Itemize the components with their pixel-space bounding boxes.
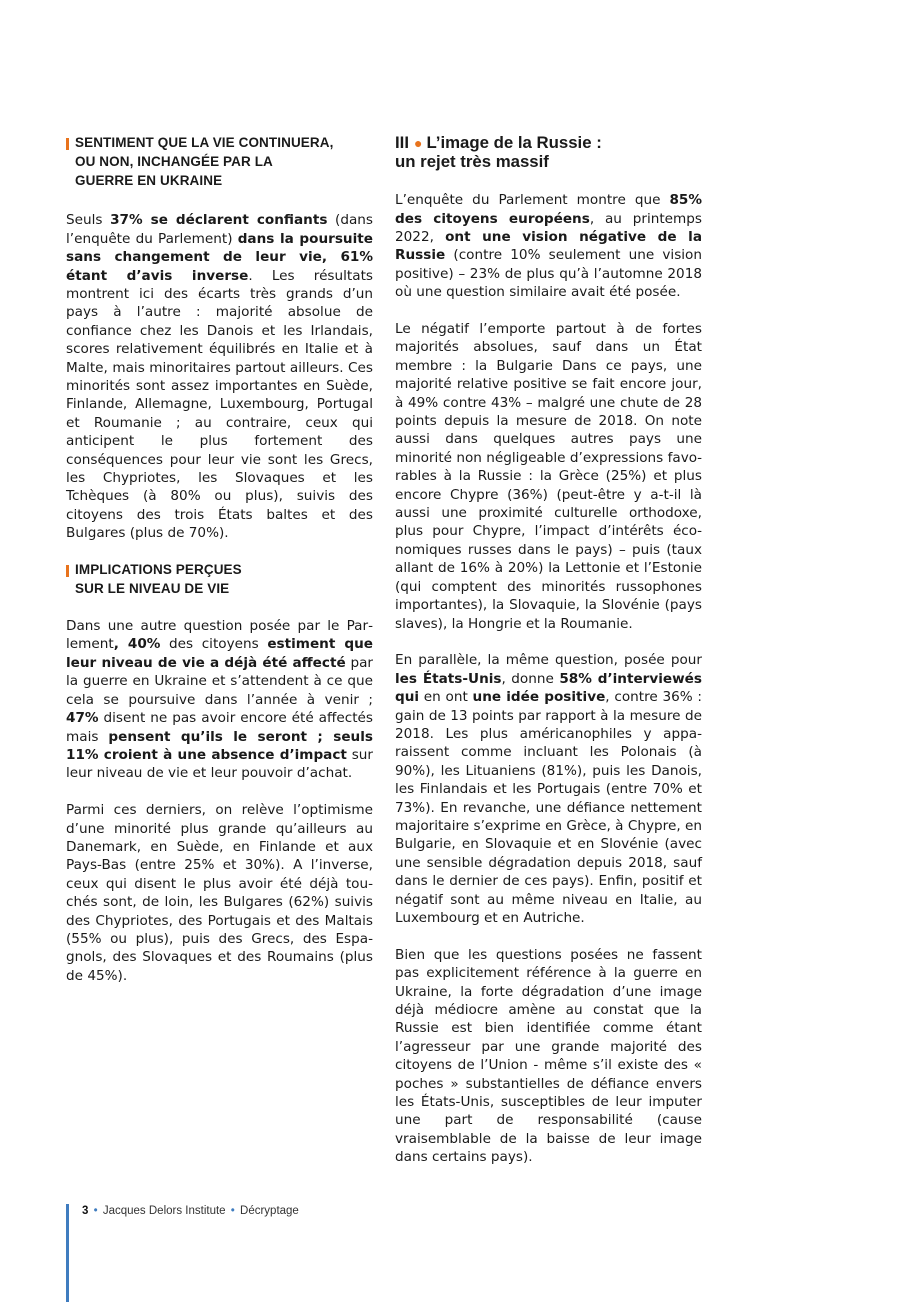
right-column bbox=[395, 134, 702, 1167]
subhead-sentiment bbox=[66, 134, 373, 190]
subhead-line: GUERRE EN UKRAINE bbox=[75, 172, 223, 188]
subhead-line: IMPLICATIONS PERÇUES bbox=[75, 562, 242, 578]
paragraph-living-standard: Dans une autre question posée par le Parlement, 40% des citoyens estiment que leur niveau de vie a déjà été affecté par la guerre en Ukraine et s’attendent à ce que cela se poursuive dans l’année à venir ; 47% disent ne pas avoir encore été affectés mais pensent qu’ils le seront ; seuls 11% croient à une absence d’impact sur leur niveau de vie et leur pouvoir d’achat. bbox=[66, 618, 374, 782]
subhead-living-standard bbox=[66, 561, 373, 599]
footer-institute: Jacques Delors Institute bbox=[102, 1205, 226, 1217]
page-number: 3 bbox=[82, 1205, 89, 1217]
footer-line bbox=[66, 1204, 69, 1302]
paragraph-negative-majorities: Le négatif l’emporte partout à de fortes majorités absolues, sauf dans un État membre : la Bulgarie Dans ce pays, une majorité relative positive se fait encore jour, à 49% contre 43% – malgré une chute de 28 points depuis la mesure de 2018. On note aussi dans quelques autres pays une minorité non négligeable d’expressions favorables à la Russie : la Grèce (25%) et plus encore Chypre (36%) (peut-être y a-t-il là aussi une proximité culturelle orthodoxe, plus pour Chypre, l’impact d’intérêts économiques russes dans le pays) – puis (taux allant de 16% à 20%) la Lettonie et l’Estonie (qui comptent des minorités russophones importantes), la Slovaquie, la Slovénie (pays slaves), la Hongrie et la Roumanie. bbox=[395, 321, 702, 632]
section-number: III bbox=[395, 133, 409, 152]
paragraph-russia-image: L’enquête du Parlement montre que 85% des citoyens européens, au printemps 2022, ont une vision négative de la Russie (contre 10% seulement une vision positive) – 23% de plus qu’à l’automne 2018 où une question similaire avait été posée. bbox=[395, 192, 702, 301]
subhead-line: SENTIMENT QUE LA VIE CONTINUERA, bbox=[75, 135, 334, 150]
bullet-icon: ● bbox=[414, 135, 423, 151]
subhead-bar bbox=[66, 565, 69, 577]
subhead-bar bbox=[66, 138, 69, 150]
paragraph-confidence: Seuls 37% se déclarent confiants (dans l’enquête du Parlement) dans la poursuite sans changement de leur vie, 61% étant d’avis inverse. Les résultats montrent ici des écarts très grands d’un pays à l’autre : majorité absolue de confiance chez les Danois et les Irlandais, scores relativement équilibrés en Italie et à Malte, mais minoritaires partout ailleurs. Ces minorités sont assez importantes en Suède, Finlande, Allemagne, Luxembourg, Portugal et Roumanie ; au contraire, ceux qui anticipent le plus fortement des conséquences pour leur vie sont les Grecs, les Chypriotes, les Slovaques et les Tchèques (à 80% ou plus), suivis des citoyens des trois États baltes et des Bulgares (plus de 70%). bbox=[66, 212, 373, 542]
paragraph-conclusion: Bien que les questions posées ne fassent pas explicitement référence à la guerre en Ukraine, la forte dégradation d’une image déjà médiocre amène au constat que la Russie est bien identifiée comme étant l’agresseur par une grande majorité des citoyens de l’Union - même s’il existe des « poches » substantielles de défiance envers les États-Unis, susceptibles de leur imputer une part de responsabilité (cause vraisemblable de la baisse de leur image dans certains pays). bbox=[395, 946, 702, 1166]
page-footer bbox=[66, 1204, 466, 1302]
paragraph-united-states: En parallèle, la même question, posée pour les États-Unis, donne 58% d’interviewés qui en ont une idée positive, contre 36% : gain de 13 points par rapport à la mesure de 2018. Les plus américanophiles y apparaissent comme incluant les Polonais (à 90%), les Lituaniens (81%), puis les Danois, les Finlandais et les Portugais (entre 70% et 73%). En revanche, une défiance nettement majoritaire s’exprime en Grèce, à Chypre, en Bulgarie, en Slovaquie et en Slovénie (avec une sensible dégradation depuis 2018, sauf dans le dernier de ces pays). Enfin, positif et négatif sont au même niveau en Italie, au Luxembourg et en Autriche. bbox=[395, 652, 703, 926]
section-title bbox=[395, 134, 702, 171]
footer-doc-type: Décryptage bbox=[240, 1205, 299, 1217]
section-title-line: un rejet très massif bbox=[395, 151, 549, 171]
subhead-line: SUR LE NIVEAU DE VIE bbox=[75, 580, 230, 596]
footer-text bbox=[82, 1204, 299, 1218]
paragraph-optimism: Parmi ces derniers, on relève l’optimisme d’une minorité plus grande qu’ailleurs au Danemark, en Suède, en Finlande et aux Pays-Bas (entre 25% et 30%). A l’inverse, ceux qui disent le plus avoir été déjà touchés sont, de loin, les Bulgares (62%) suivis des Chypriotes, des Portugais et des Maltais (55% ou plus), puis des Grecs, des Espagnols, des Slovaques et des Roumains (plus de 45%). bbox=[66, 802, 373, 984]
footer-separator: • bbox=[230, 1205, 235, 1217]
section-title-line: L’image de la Russie : bbox=[426, 133, 602, 152]
footer-separator: • bbox=[93, 1205, 98, 1217]
left-column bbox=[66, 134, 373, 985]
subhead-line: OU NON, INCHANGÉE PAR LA bbox=[75, 153, 273, 169]
